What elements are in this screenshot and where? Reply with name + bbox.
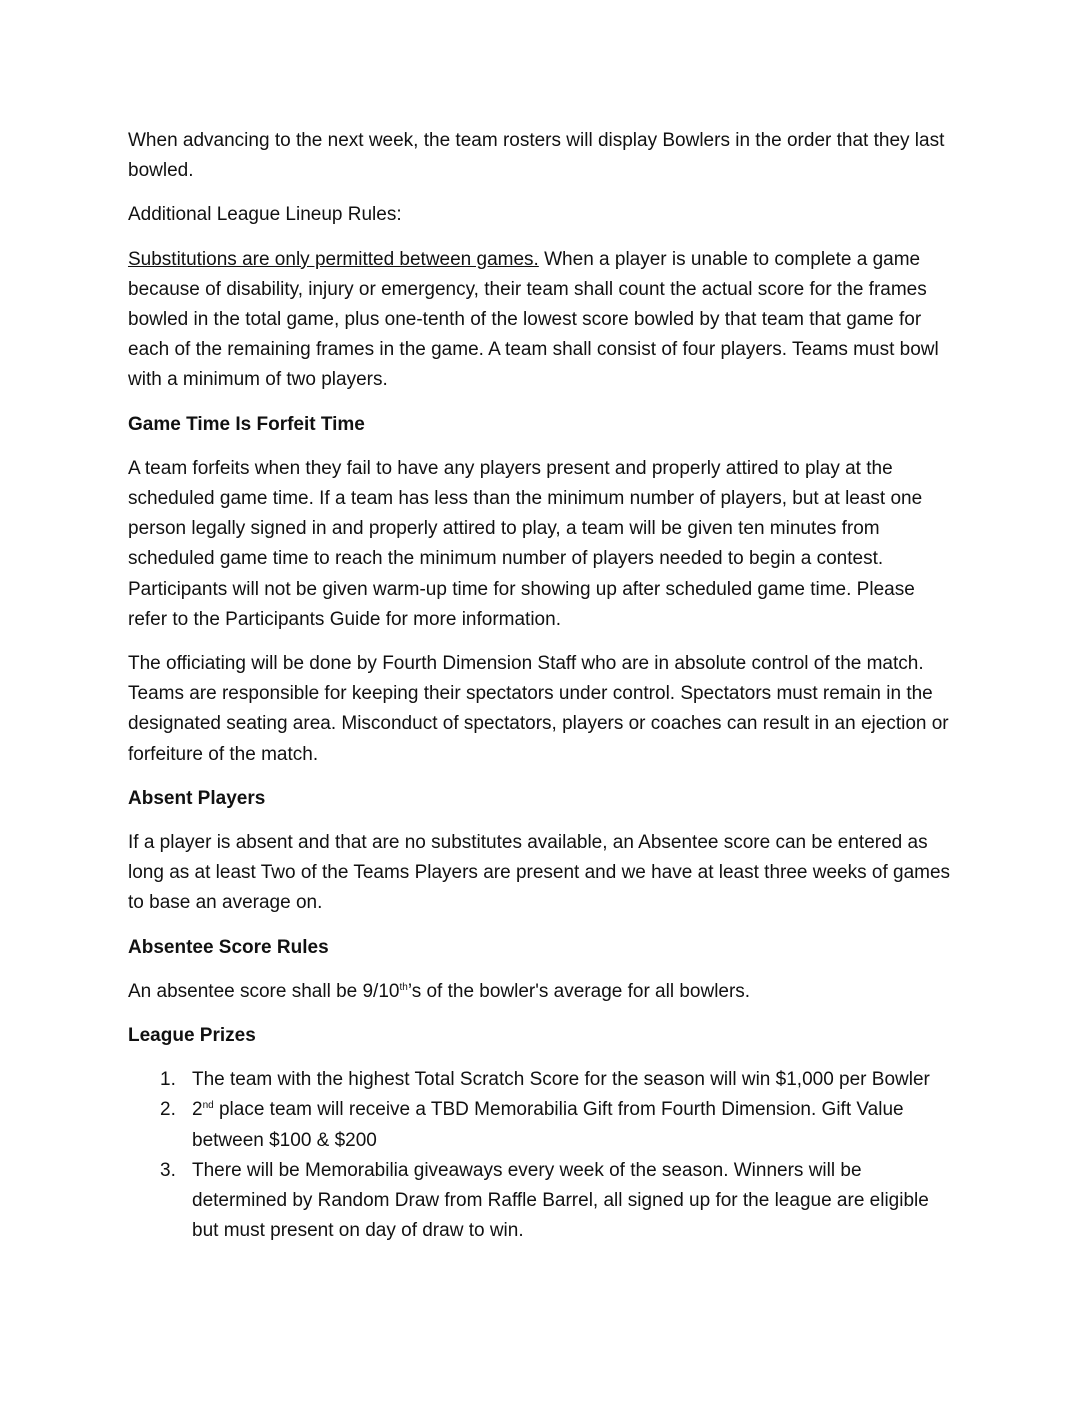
absentee-superscript: th bbox=[399, 981, 408, 993]
list-item-number: 3. bbox=[160, 1159, 176, 1181]
list-item-text: There will be Memorabilia giveaways every week of the season. Winners will be determined by Random Draw from Raffle Barrel, all signed up for the league are eligible but must present on day of draw to win. bbox=[192, 1159, 929, 1242]
list-item-text: The team with the highest Total Scratch Score for the season will win $1,000 per Bowler bbox=[192, 1069, 930, 1091]
paragraph-forfeit: A team forfeits when they fail to have any players present and properly attired to play at the scheduled game time. If a team has less than the minimum number of players, but at least one person legally signed in and properly attired to play, a team will be given ten minutes from scheduled game time to reach the minimum number of players needed to begin a contest. Participants will not be given warm-up time for showing up after scheduled game time. Please refer to the Participants Guide for more information. bbox=[128, 457, 923, 630]
heading-forfeit: Game Time Is Forfeit Time bbox=[128, 413, 365, 435]
paragraph-absent-players: If a player is absent and that are no substitutes available, an Absentee score can be entered as long as at least Two of the Teams Players are present and we have at least three weeks of games to base an average on. bbox=[128, 832, 951, 914]
paragraph-officiating: The officiating will be done by Fourth Dimension Staff who are in absolute control of the match. Teams are responsible for keeping their spectators under control. Spectators must remain in the designated seating area. Misconduct of spectators, players or coaches can result in an ejection or forfeiture of the match. bbox=[128, 653, 949, 765]
paragraph-substitutions bbox=[128, 245, 958, 396]
list-item-text-after: place team will receive a TBD Memorabilia Gift from Fourth Dimension. Gift Value between $100 & $200 bbox=[192, 1099, 904, 1151]
paragraph-roster-order: When advancing to the next week, the team rosters will display Bowlers in the order that they last bowled. bbox=[128, 130, 945, 182]
list-item bbox=[128, 1095, 958, 1155]
heading-league-prizes: League Prizes bbox=[128, 1025, 256, 1047]
list-item bbox=[128, 1065, 958, 1095]
additional-rules-label: Additional League Lineup Rules: bbox=[128, 204, 402, 226]
absentee-text-after: ’s of the bowler's average for all bowlers. bbox=[407, 980, 751, 1002]
substitutions-rest-text: When a player is unable to complete a game because of disability, injury or emergency, their team shall count the actual score for the frames bowled in the total game, plus one-tenth of the lowest score bowled by that team that game for each of the remaining frames in the game. A team shall consist of four players. Teams must bowl with a minimum of two players. bbox=[128, 248, 939, 391]
heading-absent-players: Absent Players bbox=[128, 787, 266, 809]
list-item-number: 1. bbox=[160, 1069, 176, 1091]
document-body bbox=[128, 126, 958, 1247]
list-item-text: 2 bbox=[192, 1099, 203, 1121]
list-item-superscript: nd bbox=[202, 1100, 214, 1112]
paragraph-absentee-rules bbox=[128, 977, 958, 1007]
prizes-list bbox=[128, 1065, 958, 1246]
list-item-number: 2. bbox=[160, 1099, 176, 1121]
list-item bbox=[128, 1156, 958, 1247]
heading-absentee-rules: Absentee Score Rules bbox=[128, 936, 329, 958]
substitutions-underlined-text: Substitutions are only permitted between games. bbox=[128, 248, 539, 270]
absentee-text-before: An absentee score shall be 9/10 bbox=[128, 980, 400, 1002]
